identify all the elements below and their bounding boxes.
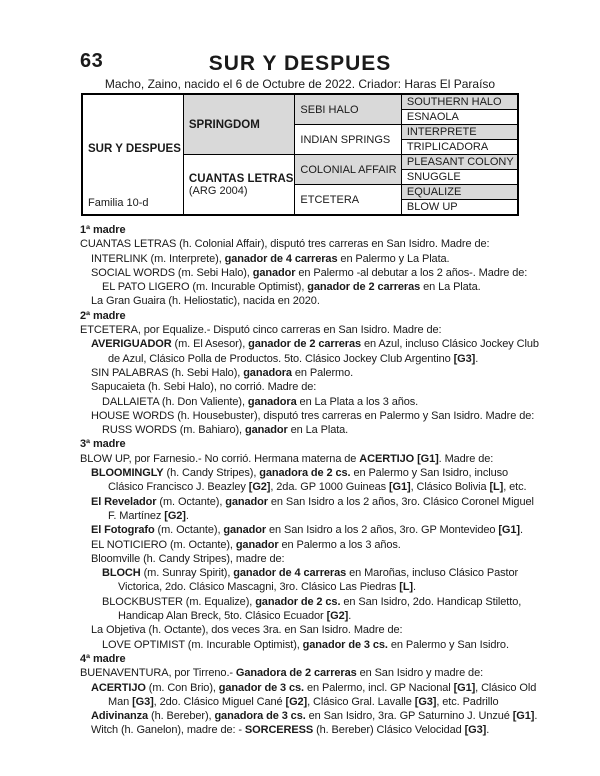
text-line	[80, 509, 540, 523]
text-segment-bold: [G3]	[453, 352, 476, 365]
text-segment: EL PATO LIGERO (m. Incurable Optimist),	[102, 281, 308, 294]
text-segment: (m. Octante),	[156, 495, 226, 508]
text-segment: Bloomville (h. Candy Stripes), madre de:	[91, 552, 285, 565]
text-segment-bold: [G1]	[498, 524, 520, 537]
pedigree-cell-gg: SNUGGLE	[401, 170, 518, 185]
sire-name: SPRINGDOM	[188, 118, 260, 131]
text-segment: .	[475, 352, 479, 365]
text-line	[80, 380, 540, 394]
text-segment: Clásico Francisco J. Beazley	[108, 481, 249, 494]
pedigree-cell-gg: BLOW UP	[401, 200, 518, 216]
text-segment: , etc. Padrillo	[436, 695, 499, 708]
text-segment: en Palermo y La Plata.	[337, 252, 450, 265]
text-segment: en Palermo -al debutar a los 2 años-. Madre de:	[295, 266, 528, 279]
text-line	[80, 595, 540, 609]
text-segment: BLOCKBUSTER (m. Equalize),	[102, 595, 256, 608]
text-segment: .	[413, 581, 416, 594]
text-segment: (h. Bereber) Clásico Velocidad	[313, 724, 465, 737]
text-segment: , Clásico Gral. Lavalle	[307, 695, 415, 708]
text-segment: en Palermo a los 3 años.	[278, 538, 401, 551]
text-segment-bold: 2ª madre	[80, 309, 126, 322]
text-segment: , 2do. Clásico Miguel Cané	[153, 695, 286, 708]
page-subtitle: Macho, Zaino, nacido el 6 de Octubre de 2022. Criador: Haras El Paraíso	[104, 77, 496, 91]
text-segment: .	[486, 724, 490, 737]
text-segment: (m. Sunray Spirit),	[140, 567, 234, 580]
text-line	[80, 580, 540, 594]
text-segment-bold: ganador de 3 cs.	[302, 638, 388, 651]
text-segment: BUENAVENTURA, por Tirreno.-	[80, 667, 236, 680]
text-segment-bold: 3ª madre	[80, 438, 126, 451]
text-segment: en La Plata a los 3 años.	[296, 395, 419, 408]
text-segment: en San Isidro a los 2 años, 3ro. GP Montevideo	[266, 524, 499, 537]
pedigree-cell-gg: PLEASANT COLONY	[401, 155, 518, 170]
text-segment: en Palermo y San Isidro.	[387, 638, 509, 651]
pedigree-cell-gp: COLONIAL AFFAIR	[295, 155, 401, 185]
text-line	[80, 681, 540, 695]
pedigree-cell-gg: TRIPLICADORA	[401, 140, 518, 155]
lot-number: 63	[80, 50, 104, 72]
text-segment-bold: ganador	[244, 424, 288, 437]
pedigree-cell-gp: ETCETERA	[295, 185, 401, 216]
text-line	[80, 609, 540, 623]
text-segment: (m. El Asesor),	[171, 338, 249, 351]
pedigree-cell-dam	[183, 155, 295, 216]
text-segment-bold: ganadora	[243, 366, 292, 379]
text-segment: RUSS WORDS (m. Bahiaro),	[102, 424, 245, 437]
text-segment: ETCETERA, por Equalize.- Disputó cinco carreras en San Isidro. Madre de:	[80, 324, 442, 337]
text-segment: en San Isidro y madre de:	[356, 667, 484, 680]
page-header	[0, 0, 600, 91]
text-segment: .	[534, 710, 538, 723]
text-line	[80, 280, 540, 294]
text-line	[80, 695, 540, 709]
text-segment: en Azul, incluso Clásico Jockey Club	[361, 338, 539, 351]
text-segment-bold: [G3]	[464, 724, 487, 737]
page-title: SUR Y DESPUES	[208, 52, 392, 75]
table-row	[82, 94, 518, 110]
text-segment-bold: ganador de 2 carreras	[307, 281, 421, 294]
text-segment: de Azul, Clásico Polla de Productos. 5to. Clásico Jockey Club Argentino	[108, 352, 454, 365]
text-segment-bold: 4ª madre	[80, 652, 126, 665]
text-segment: (m. Con Brio),	[145, 681, 219, 694]
text-segment: La Objetiva (h. Octante), dos veces 3ra. en San Isidro. Madre de:	[91, 624, 403, 637]
text-line	[80, 237, 540, 251]
text-segment: CUANTAS LETRAS (h. Colonial Affair), disputó tres carreras en San Isidro. Madre de:	[80, 238, 490, 251]
text-line	[80, 523, 540, 537]
text-segment-bold: ganador de 2 cs.	[255, 595, 341, 608]
text-segment-bold: [G1]	[453, 681, 476, 694]
text-segment: Sapucaieta (h. Sebi Halo), no corrió. Madre de:	[91, 381, 317, 394]
text-line	[80, 437, 540, 451]
text-line	[80, 366, 540, 380]
text-line	[80, 323, 540, 337]
text-segment: F. Martínez	[108, 509, 165, 522]
text-line	[80, 223, 540, 237]
pedigree-cell-gg: SOUTHERN HALO	[401, 94, 518, 110]
text-segment: en Palermo, incl. GP Nacional	[304, 681, 454, 694]
text-segment: (h. Bereber),	[148, 710, 215, 723]
text-segment-bold: El Fotografo	[91, 524, 155, 537]
text-segment-bold: Ganadora de 2 carreras	[235, 667, 357, 680]
text-segment: LOVE OPTIMIST (m. Incurable Optimist),	[102, 638, 303, 651]
text-segment: , Clásico Old	[475, 681, 537, 694]
text-segment-bold: ganadora de 2 cs.	[259, 467, 351, 480]
text-segment: , 2da. GP 1000 Guineas	[270, 481, 389, 494]
pedigree-cell-gg: EQUALIZE	[401, 185, 518, 200]
text-segment: DALLAIETA (h. Don Valiente),	[102, 395, 248, 408]
text-segment-bold: BLOOMINGLY	[91, 467, 164, 480]
text-segment: en Maroñas, incluso Clásico Pastor	[346, 567, 519, 580]
pedigree-cell-sire	[183, 94, 295, 155]
text-segment-bold: [G2]	[248, 481, 271, 494]
text-segment-bold: SORCERESS	[244, 724, 314, 737]
text-line	[80, 480, 540, 494]
text-segment: La Gran Guaira (h. Heliostatic), nacida en 2020.	[91, 295, 320, 308]
text-line	[80, 466, 540, 480]
text-segment-bold: [G3]	[414, 695, 437, 708]
text-line	[80, 623, 540, 637]
text-segment: en San Isidro, 3ra. GP Saturnino J. Unzué	[305, 710, 513, 723]
subject-cell-layout	[88, 101, 181, 209]
text-line	[80, 723, 540, 737]
text-segment-bold: ganador	[225, 495, 268, 508]
text-segment-bold: ganador de 4 carreras	[224, 252, 338, 265]
text-segment-bold: 1ª madre	[80, 224, 126, 236]
text-segment-bold: ganador	[252, 266, 296, 279]
text-segment-bold: [G1]	[388, 481, 411, 494]
text-line	[80, 252, 540, 266]
pedigree-cell-subject	[82, 94, 183, 215]
pedigree-cell-gp: SEBI HALO	[295, 94, 401, 125]
text-segment-bold: [L]	[489, 481, 504, 494]
text-segment: en La Plata.	[287, 424, 349, 437]
text-line	[80, 638, 540, 652]
text-segment: INTERLINK (m. Interprete),	[91, 252, 225, 265]
text-segment-bold: El Revelador	[91, 495, 157, 508]
text-line	[80, 452, 540, 466]
pedigree-table-wrap	[81, 93, 600, 216]
text-segment-bold: ganador de 4 carreras	[233, 567, 347, 580]
text-segment: .	[519, 524, 523, 537]
text-line	[80, 294, 540, 308]
text-segment-bold: ganador	[223, 524, 267, 537]
pedigree-table	[81, 93, 519, 216]
text-segment-bold: [G2]	[326, 610, 349, 623]
text-segment: HOUSE WORDS (h. Housebuster), disputó tres carreras en Palermo y San Isidro. Madre de:	[91, 409, 535, 422]
text-segment: EL NOTICIERO (m. Octante),	[91, 538, 236, 551]
text-line	[80, 423, 540, 437]
text-segment: en Palermo y San Isidro, incluso	[350, 467, 509, 480]
text-segment-bold: AVERIGUADOR	[91, 338, 172, 351]
text-line	[80, 352, 540, 366]
text-segment: SOCIAL WORDS (m. Sebi Halo),	[91, 266, 253, 279]
pedigree-cell-gg: ESNAOLA	[401, 110, 518, 125]
text-segment-bold: ganadora	[247, 395, 297, 408]
subject-name: SUR Y DESPUES	[88, 142, 181, 155]
text-segment: en San Isidro a los 2 años, 3ro. Clásico Coronel Miguel	[267, 495, 534, 508]
text-line	[80, 266, 540, 280]
text-line	[80, 409, 540, 423]
text-segment: . Madre de:	[438, 452, 494, 465]
text-segment: Victorica, 2do. Clásico Mascagni, 3ro. Clásico Las Piedras	[118, 581, 400, 594]
text-segment-bold: [L]	[399, 581, 413, 594]
text-segment-bold: [G2]	[164, 509, 186, 522]
text-segment: Man	[108, 695, 133, 708]
text-line	[80, 652, 540, 666]
text-line	[80, 337, 540, 351]
text-segment: SIN PALABRAS (h. Sebi Halo),	[91, 366, 244, 379]
text-segment-bold: ganador de 3 cs.	[218, 681, 305, 694]
text-segment-bold: ganador	[235, 538, 279, 551]
subject-family: Familia 10-d	[88, 196, 149, 209]
text-line	[80, 552, 540, 566]
text-segment-bold: Adivinanza	[91, 710, 149, 723]
text-segment-bold: [G1]	[512, 710, 535, 723]
text-segment: en La Plata.	[420, 281, 481, 294]
text-segment-bold: [G3]	[132, 695, 154, 708]
dam-name: CUANTAS LETRAS	[188, 172, 294, 185]
pedigree-cell-gg: INTERPRETE	[401, 125, 518, 140]
text-line	[80, 538, 540, 552]
text-segment-bold: [G2]	[285, 695, 308, 708]
text-line	[80, 709, 540, 723]
text-line	[80, 666, 540, 680]
text-segment-bold: ganadora de 3 cs.	[214, 710, 306, 723]
text-line	[80, 566, 540, 580]
text-line	[80, 495, 540, 509]
pedigree-cell-gp: INDIAN SPRINGS	[295, 125, 401, 155]
text-segment: BLOW UP, por Farnesio.- No corrió. Hermana materna de	[80, 452, 360, 465]
text-line	[80, 395, 540, 409]
text-segment: (m. Octante),	[154, 524, 224, 537]
text-segment: , Clásico Bolivia	[410, 481, 490, 494]
text-segment: Handicap Alan Breck, 5to. Clásico Ecuador	[118, 610, 327, 623]
text-segment: .	[348, 610, 352, 623]
text-segment-bold: ACERTIJO [G1]	[359, 452, 439, 465]
text-segment: .	[185, 509, 189, 522]
text-segment-bold: ACERTIJO	[91, 681, 146, 694]
text-segment: en San Isidro, 2do. Handicap Stiletto,	[340, 595, 522, 608]
text-segment: , etc.	[503, 481, 527, 494]
dam-detail: (ARG 2004)	[188, 184, 248, 197]
text-segment: Witch (h. Ganelon), madre de: -	[91, 724, 245, 737]
pedigree-notes	[80, 223, 540, 738]
text-segment-bold: ganador de 2 carreras	[248, 338, 361, 351]
text-segment-bold: BLOCH	[102, 567, 141, 580]
text-line	[80, 309, 540, 323]
text-segment: (h. Candy Stripes),	[163, 467, 260, 480]
text-segment: en Palermo.	[291, 366, 354, 379]
